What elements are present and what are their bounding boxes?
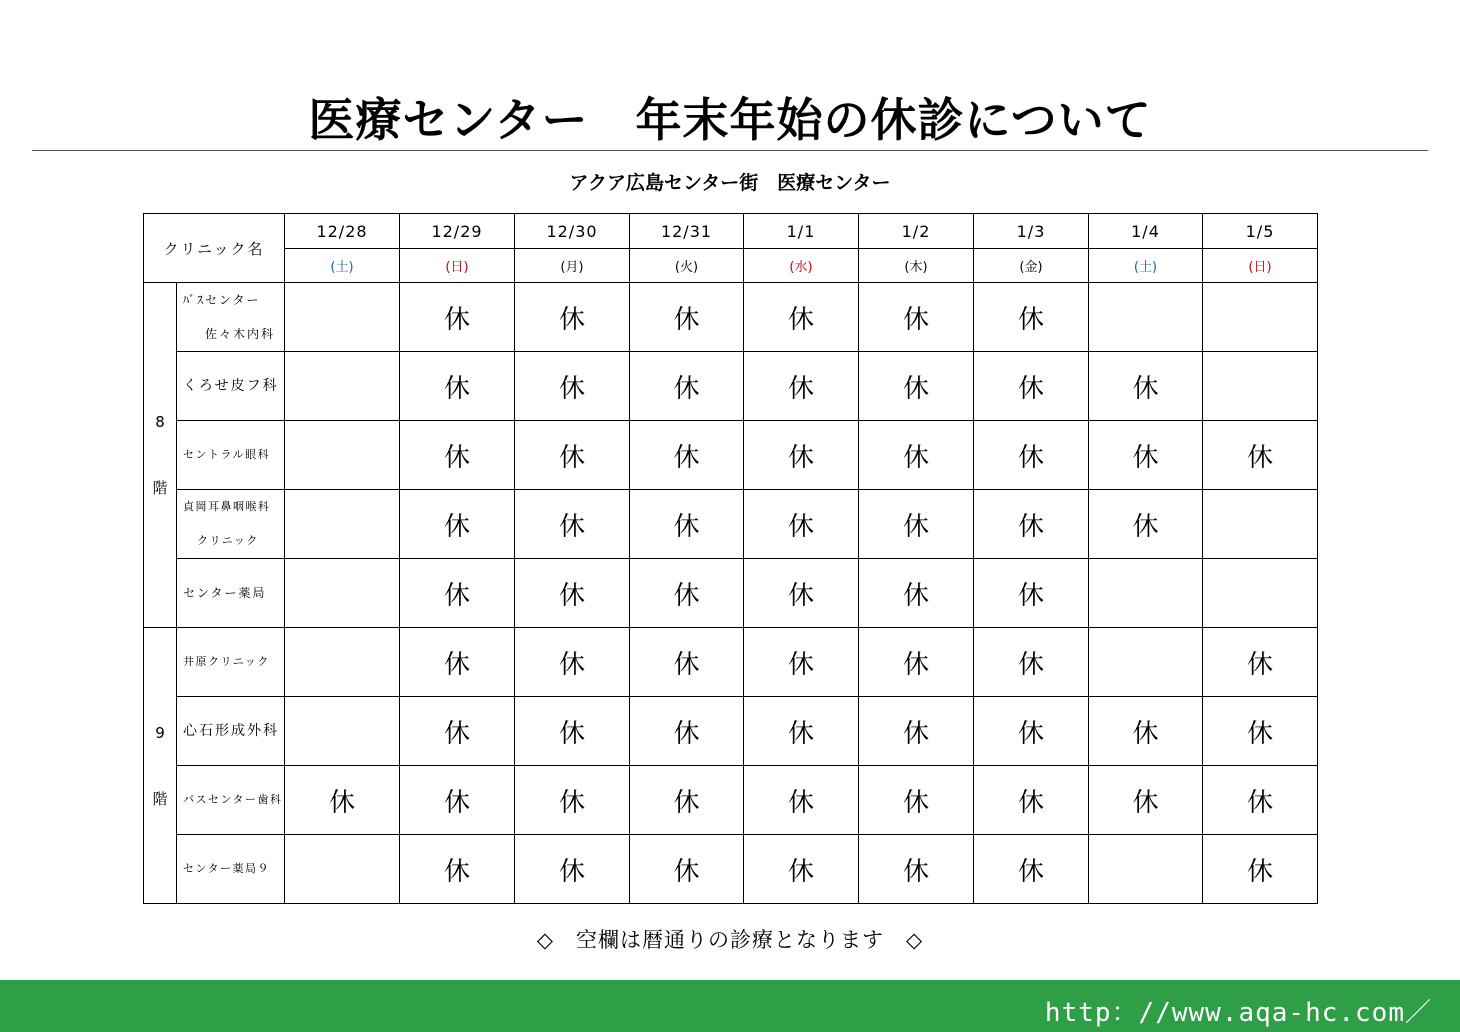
schedule-cell: 休	[974, 352, 1089, 421]
clinic-name	[177, 421, 285, 490]
table-row	[144, 490, 1318, 559]
clinic-name-line: 井原クリニック	[183, 655, 270, 668]
schedule-cell: 休	[1203, 697, 1318, 766]
floor-number: 9	[155, 723, 165, 742]
clinic-name-line: センター薬局	[183, 586, 267, 600]
weekday-header: (木)	[859, 249, 974, 283]
schedule-cell: 休	[744, 697, 859, 766]
schedule-cell: 休	[974, 766, 1089, 835]
schedule-cell: 休	[400, 628, 515, 697]
website-url[interactable]: http：//www.aqa-hc.com／	[1044, 998, 1432, 1028]
schedule-cell: 休	[515, 628, 630, 697]
page-subtitle: アクア広島センター街 医療センター	[569, 172, 891, 194]
schedule-cell: 休	[515, 835, 630, 904]
table-row	[144, 628, 1318, 697]
schedule-cell: 休	[974, 835, 1089, 904]
schedule-cell: 休	[1089, 490, 1203, 559]
schedule-cell: 休	[744, 628, 859, 697]
schedule-cell	[285, 421, 400, 490]
schedule-cell: 休	[1089, 697, 1203, 766]
schedule-cell	[1089, 835, 1203, 904]
schedule-cell: 休	[1203, 835, 1318, 904]
clinic-name	[177, 628, 285, 697]
schedule-cell: 休	[400, 283, 515, 352]
clinic-name-line: セントラル眼科	[183, 448, 271, 461]
schedule-cell: 休	[630, 352, 744, 421]
schedule-cell: 休	[744, 352, 859, 421]
clinic-name	[177, 352, 285, 421]
schedule-cell: 休	[400, 490, 515, 559]
schedule-cell: 休	[974, 490, 1089, 559]
table-row	[144, 352, 1318, 421]
date-header: 1/4	[1089, 214, 1203, 249]
schedule-cell: 休	[744, 490, 859, 559]
schedule-cell: 休	[859, 352, 974, 421]
schedule-cell: 休	[1203, 628, 1318, 697]
schedule-cell: 休	[400, 421, 515, 490]
page-title: 医療センター 年末年始の休診について	[308, 93, 1152, 147]
schedule-cell	[1203, 352, 1318, 421]
schedule-cell: 休	[515, 352, 630, 421]
schedule-cell: 休	[285, 766, 400, 835]
table-row	[144, 283, 1318, 352]
date-header: 12/31	[630, 214, 744, 249]
schedule-cell: 休	[515, 766, 630, 835]
schedule-cell: 休	[974, 283, 1089, 352]
schedule-cell: 休	[400, 766, 515, 835]
schedule-cell	[1203, 490, 1318, 559]
clinic-name	[177, 697, 285, 766]
clinic-name-line: 心石形成外科	[183, 723, 279, 739]
footer-bar	[0, 980, 1460, 1032]
schedule-cell: 休	[400, 559, 515, 628]
date-header: 1/1	[744, 214, 859, 249]
schedule-cell	[285, 352, 400, 421]
clinic-name	[177, 559, 285, 628]
clinic-name-line: バスセンター歯科	[183, 793, 283, 806]
table-row	[144, 559, 1318, 628]
schedule-cell: 休	[1203, 421, 1318, 490]
schedule-cell	[285, 283, 400, 352]
schedule-cell: 休	[859, 421, 974, 490]
schedule-cell: 休	[1089, 352, 1203, 421]
schedule-cell: 休	[630, 283, 744, 352]
weekday-header: (金)	[974, 249, 1089, 283]
clinic-name	[177, 283, 285, 352]
schedule-cell: 休	[974, 697, 1089, 766]
schedule-cell: 休	[1089, 766, 1203, 835]
date-header: 12/30	[515, 214, 630, 249]
table-row	[144, 697, 1318, 766]
table-row	[144, 421, 1318, 490]
date-header: 1/3	[974, 214, 1089, 249]
weekday-header: (月)	[515, 249, 630, 283]
schedule-cell: 休	[400, 697, 515, 766]
schedule-cell: 休	[400, 835, 515, 904]
weekday-header: (日)	[1203, 249, 1318, 283]
schedule-cell: 休	[974, 628, 1089, 697]
schedule-cell: 休	[859, 490, 974, 559]
schedule-cell: 休	[630, 421, 744, 490]
schedule-cell: 休	[859, 559, 974, 628]
clinic-name-line: 貞岡耳鼻咽喉科	[183, 500, 271, 513]
floor-kai: 階	[152, 789, 168, 808]
weekday-header: (土)	[1089, 249, 1203, 283]
table-row	[144, 766, 1318, 835]
schedule-cell	[285, 490, 400, 559]
schedule-cell: 休	[630, 628, 744, 697]
footnote: ◇ 空欄は暦通りの診療となります ◇	[536, 928, 924, 952]
table-row	[144, 835, 1318, 904]
clinic-name-line: ﾊﾞｽセンター	[183, 293, 261, 307]
schedule-cell	[1203, 559, 1318, 628]
schedule-cell: 休	[744, 421, 859, 490]
schedule-cell: 休	[630, 697, 744, 766]
schedule-cell	[1089, 559, 1203, 628]
schedule-cell: 休	[744, 835, 859, 904]
schedule-cell: 休	[859, 628, 974, 697]
date-header: 1/2	[859, 214, 974, 249]
schedule-cell: 休	[859, 766, 974, 835]
clinic-name	[177, 766, 285, 835]
date-header: 1/5	[1203, 214, 1318, 249]
clinic-name	[177, 835, 285, 904]
floor-kai: 階	[152, 479, 168, 497]
weekday-header: (水)	[744, 249, 859, 283]
weekday-header: (土)	[285, 249, 400, 283]
clinic-name-line: クリニック	[197, 534, 259, 547]
schedule-cell: 休	[859, 697, 974, 766]
schedule-cell: 休	[630, 490, 744, 559]
schedule-cell	[285, 559, 400, 628]
schedule-cell	[1089, 283, 1203, 352]
schedule-cell: 休	[744, 559, 859, 628]
floor-label	[144, 283, 177, 628]
schedule-cell: 休	[400, 352, 515, 421]
clinic-name-line: センター薬局９	[183, 862, 271, 875]
date-header-row	[144, 214, 1318, 249]
schedule-cell: 休	[744, 766, 859, 835]
schedule-cell: 休	[974, 421, 1089, 490]
schedule-cell: 休	[515, 559, 630, 628]
schedule-cell	[1089, 628, 1203, 697]
closure-schedule-table	[143, 213, 1318, 904]
schedule-cell: 休	[515, 283, 630, 352]
schedule-cell: 休	[630, 559, 744, 628]
schedule-cell	[285, 835, 400, 904]
floor-number: 8	[155, 413, 165, 431]
schedule-cell: 休	[630, 766, 744, 835]
schedule-cell	[285, 628, 400, 697]
schedule-cell: 休	[515, 697, 630, 766]
clinic-name-line: くろせ皮フ科	[183, 378, 279, 394]
floor-label	[144, 628, 177, 904]
clinic-column-header: クリニック名	[144, 214, 285, 283]
clinic-name	[177, 490, 285, 559]
clinic-name-line: 佐々木内科	[205, 327, 276, 341]
schedule-cell: 休	[515, 421, 630, 490]
weekday-header: (日)	[400, 249, 515, 283]
schedule-cell: 休	[515, 490, 630, 559]
schedule-cell: 休	[1089, 421, 1203, 490]
schedule-cell: 休	[974, 559, 1089, 628]
schedule-cell	[1203, 283, 1318, 352]
weekday-header-row	[144, 249, 1318, 283]
schedule-cell: 休	[630, 835, 744, 904]
schedule-cell	[285, 697, 400, 766]
schedule-cell: 休	[744, 283, 859, 352]
title-divider	[32, 150, 1428, 151]
schedule-cell: 休	[859, 835, 974, 904]
schedule-cell: 休	[859, 283, 974, 352]
weekday-header: (火)	[630, 249, 744, 283]
date-header: 12/29	[400, 214, 515, 249]
schedule-cell: 休	[1203, 766, 1318, 835]
date-header: 12/28	[285, 214, 400, 249]
